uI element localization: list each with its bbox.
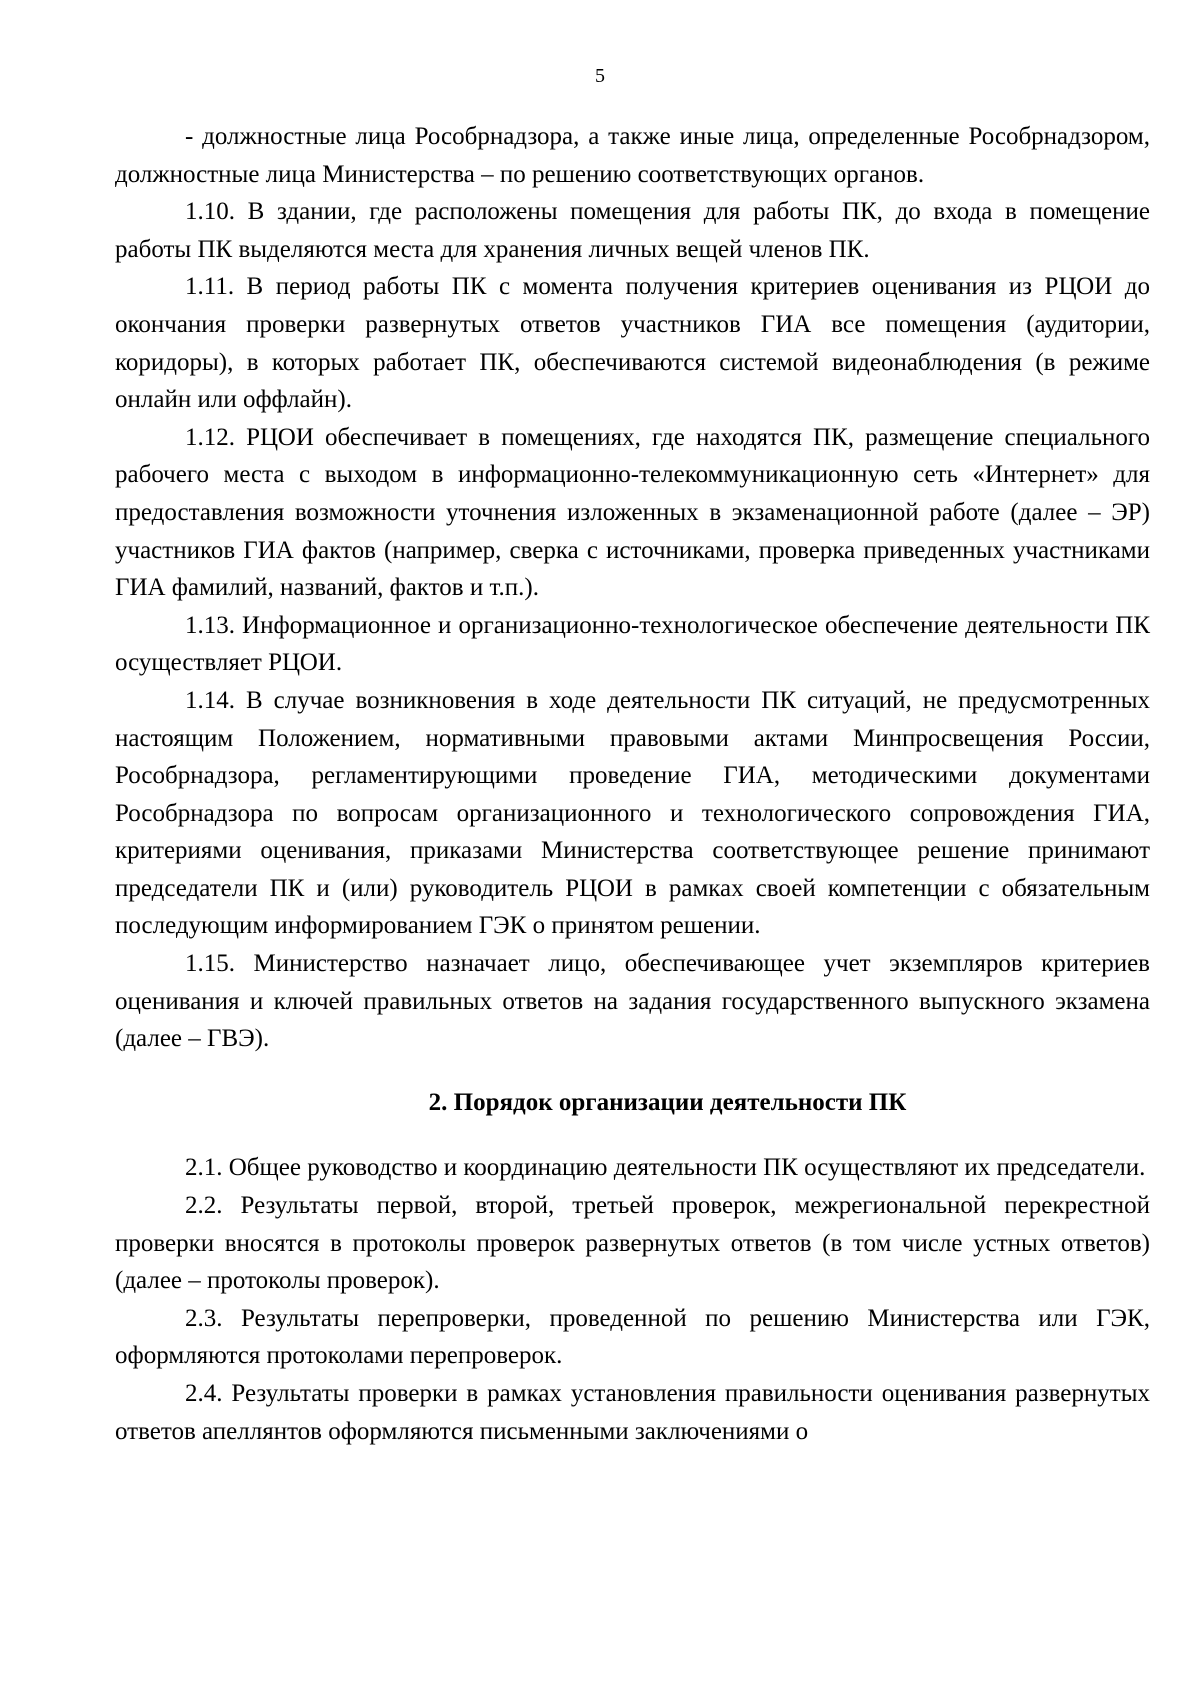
paragraph-1-11: 1.11. В период работы ПК с момента получения критериев оценивания из РЦОИ до окончания проверки развернутых ответов участников ГИА все помещения (аудитории, коридоры), в которых работает ПК, обеспечиваются системой видеонаблюдения (в режиме онлайн или оффлайн). <box>115 273 1150 414</box>
paragraph-2-2: 2.2. Результаты первой, второй, третьей проверок, межрегиональной перекрестной проверки вносятся в протоколы проверок развернутых ответов (в том числе устных ответов) (далее – протоколы проверок). <box>115 1192 1150 1295</box>
paragraph-officials: - должностные лица Рособрнадзора, а также иные лица, определенные Рособрнадзором, должностные лица Министерства – по решению соответствующих органов. <box>115 123 1150 188</box>
paragraph-2-4: 2.4. Результаты проверки в рамках установления правильности оценивания развернутых ответов апеллянтов оформляются письменными заключениями о <box>115 1380 1150 1445</box>
paragraph-2-1: 2.1. Общее руководство и координацию деятельности ПК осуществляют их председатели. <box>185 1154 1146 1182</box>
paragraph-1-12: 1.12. РЦОИ обеспечивает в помещениях, где находятся ПК, размещение специального рабочего места с выходом в информационно-телекоммуникационную сеть «Интернет» для предоставления возможности уточнения изложенных в экзаменационной работе (далее – ЭР) участников ГИА фактов (например, сверка с источниками, проверка приведенных участниками ГИА фамилий, названий, фактов и т.п.). <box>115 423 1150 602</box>
page-number: 5 <box>595 65 605 87</box>
paragraph-2-3: 2.3. Результаты перепроверки, проведенной по решению Министерства или ГЭК, оформляются протоколами перепроверок. <box>115 1304 1150 1370</box>
paragraph-1-10: 1.10. В здании, где расположены помещения для работы ПК, до входа в помещение работы ПК выделяются места для хранения личных вещей членов ПК. <box>115 198 1150 263</box>
paragraph-1-15: 1.15. Министерство назначает лицо, обеспечивающее учет экземпляров критериев оценивания и ключей правильных ответов на задания государственного выпускного экзамена (далее – ГВЭ). <box>115 950 1150 1053</box>
document-body <box>115 118 1150 1450</box>
section-heading: 2. Порядок организации деятельности ПК <box>428 1088 907 1116</box>
paragraph-1-14: 1.14. В случае возникновения в ходе деятельности ПК ситуаций, не предусмотренных настоящим Положением, нормативными правовыми актами Минпросвещения России, Рособрнадзора, регламентирующими проведение ГИА, методическими документами Рособрнадзора по вопросам организационного и технологического сопровождения ГИА, критериями оценивания, приказами Министерства соответствующее решение принимают председатели ПК и (или) руководитель РЦОИ в рамках своей компетенции с обязательным последующим информированием ГЭК о принятом решении. <box>115 686 1150 940</box>
paragraph-1-13: 1.13. Информационное и организационно-технологическое обеспечение деятельности ПК осуществляет РЦОИ. <box>115 611 1150 677</box>
